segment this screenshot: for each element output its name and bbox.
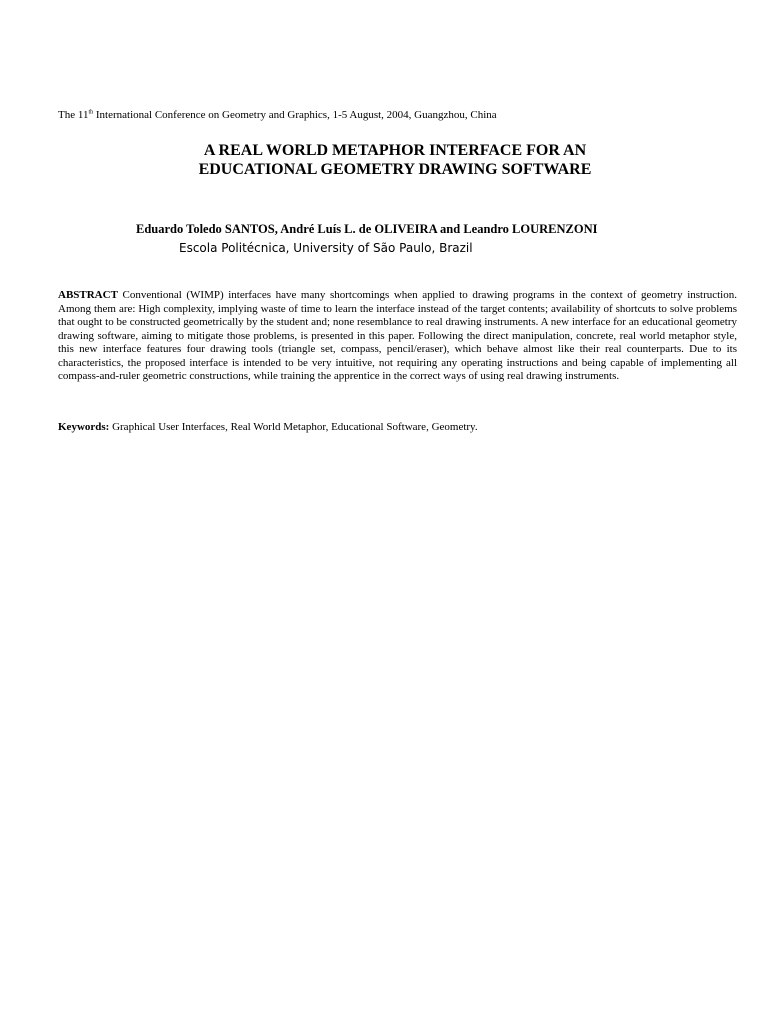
abstract-paragraph xyxy=(58,289,737,384)
abstract-text: Conventional (WIMP) interfaces have many shortcomings when applied to drawing programs in the context of geometry instruction. Among them are: High complexity, implying waste of time to learn the interface instead of the target contents; availability of shortcuts to solve problems that ought to be constructed geometrically by the student and; none resemblance to real drawing instruments. A new interface for an educational geometry drawing software, aiming to mitigate those problems, is presented in this paper. Following the direct manipulation, concrete, real world metaphor style, this new interface features four drawing tools (triangle set, compass, pencil/eraser), which behave almost like their real counterparts. Due to its characteristics, the proposed interface is intended to be very intuitive, not requiring any operating instructions and being capable of implementing all compass-and-ruler geometric constructions, while training the apprentice in the correct ways of using real drawing instruments. xyxy=(58,289,737,382)
conference-ordinal: th xyxy=(88,109,94,116)
paper-title xyxy=(100,141,690,179)
conference-header xyxy=(58,108,497,122)
keywords-line xyxy=(58,420,737,434)
keywords-text: Graphical User Interfaces, Real World Metaphor, Educational Software, Geometry. xyxy=(109,421,478,433)
paper-affiliation: Escola Politécnica, University of São Paulo, Brazil xyxy=(179,241,473,255)
conference-prefix: The 11 xyxy=(58,109,89,121)
abstract-label: ABSTRACT xyxy=(58,289,118,301)
paper-title-line-1: A REAL WORLD METAPHOR INTERFACE FOR AN xyxy=(203,142,587,159)
paper-title-line-2: EDUCATIONAL GEOMETRY DRAWING SOFTWARE xyxy=(198,161,592,178)
conference-suffix: International Conference on Geometry and Graphics, 1-5 August, 2004, Guangzhou, China xyxy=(93,109,497,121)
paper-authors: Eduardo Toledo SANTOS, André Luís L. de OLIVEIRA and Leandro LOURENZONI xyxy=(136,222,598,236)
keywords-label: Keywords: xyxy=(58,421,110,433)
